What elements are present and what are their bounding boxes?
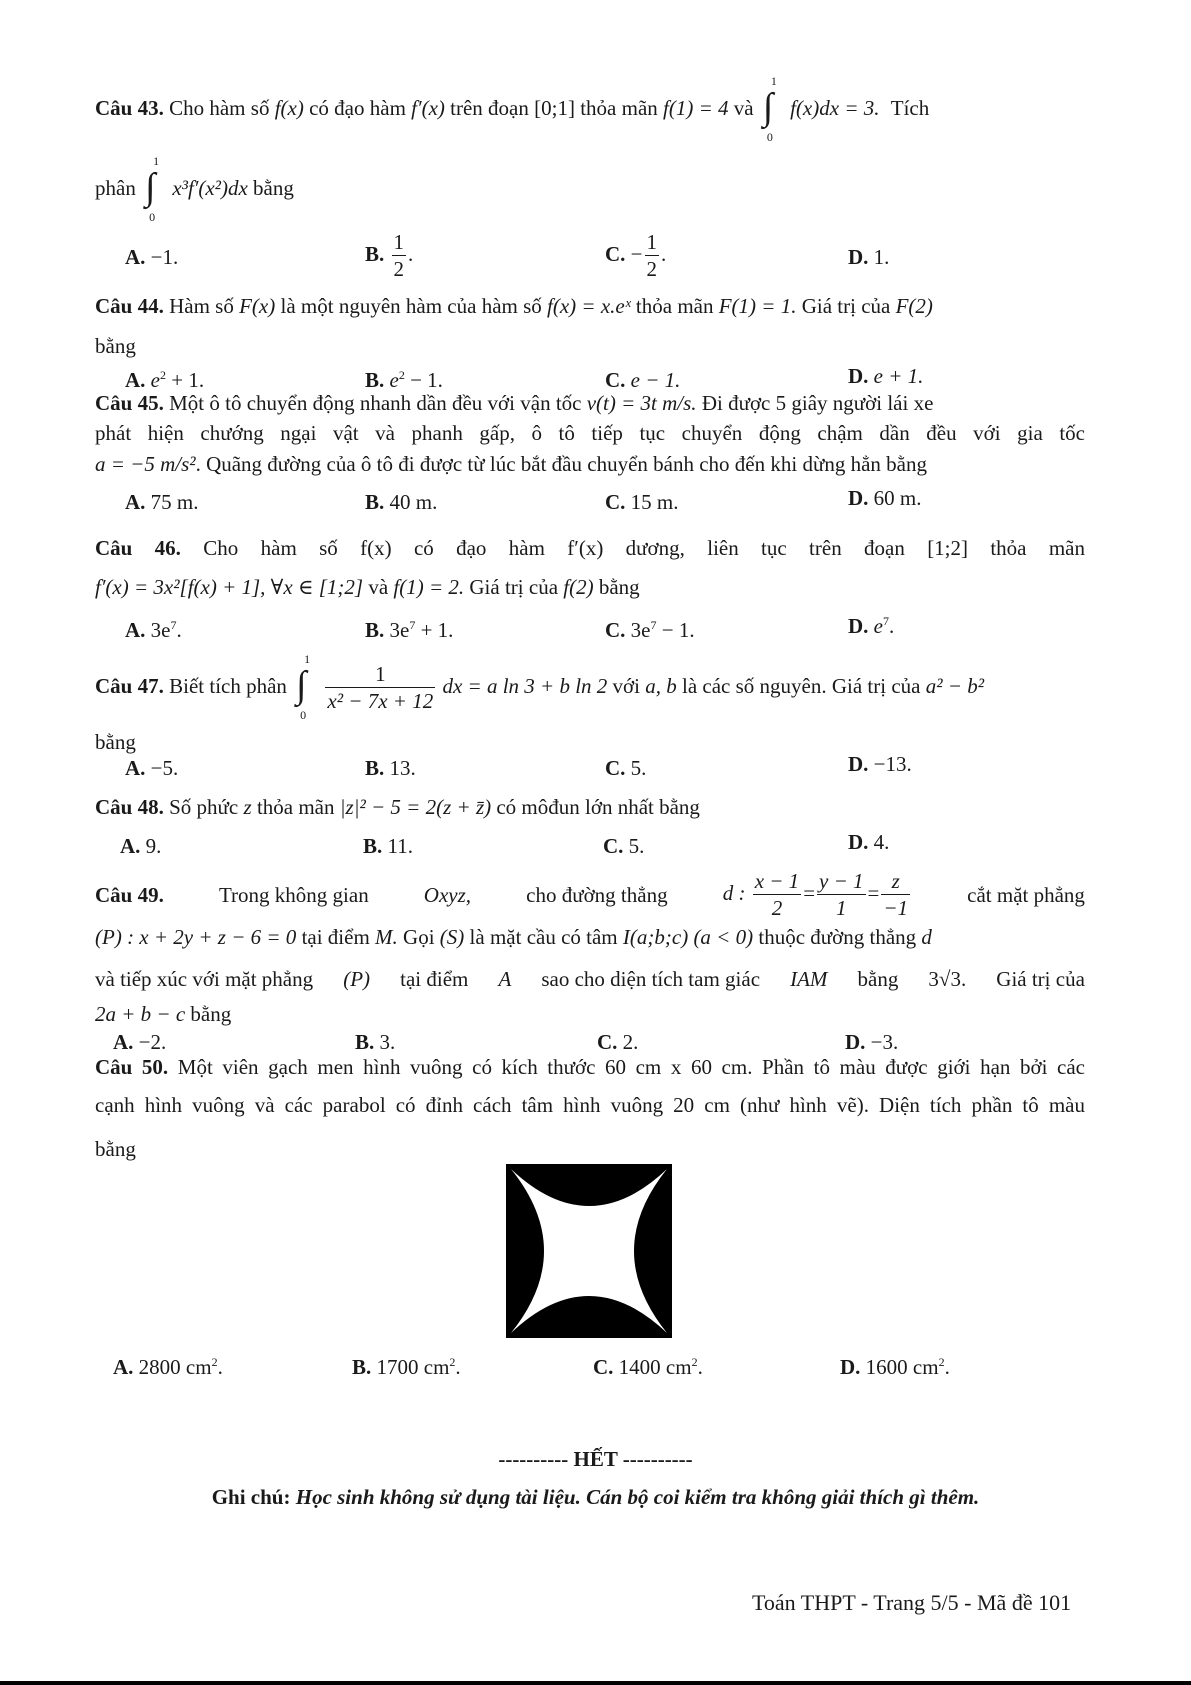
answer-option-c[interactable] [605,756,646,781]
question-text: bằng [95,334,136,358]
question-46 [95,536,1085,561]
question-text: Giá trị của [469,575,559,599]
answer-option-b[interactable] [365,232,413,280]
answer-option-c[interactable] [605,490,679,515]
question-text: với [612,673,640,698]
exponent: 7 [409,618,416,632]
integral-lower: 0 [766,130,773,144]
math: f(1) = 2. [393,575,465,599]
math: F(2) [895,294,933,318]
option-value: + 1. [166,368,205,392]
integral-sign: ∫ 1 0 [296,652,311,722]
question-label: Câu 50. [95,1055,169,1079]
answer-option-b[interactable] [363,834,413,859]
question-text: bằng [190,1002,232,1026]
option-value: . [176,618,182,642]
option-letter: A. [125,618,146,642]
question-label: Câu 48. [95,795,164,819]
answer-option-a[interactable] [113,1030,166,1055]
math: f(1) = 4 [663,95,729,120]
question-50 [95,1055,1085,1080]
question-text: sao cho diện tích tam giác [541,967,761,991]
question-45 [95,391,933,416]
question-text: bằng [95,730,136,754]
answer-option-d[interactable] [845,1030,898,1055]
math: |z|² − 5 = 2(z + z̄) [339,795,492,819]
option-value: . [455,1355,461,1379]
question-label: Câu 44. [95,294,164,318]
option-letter: D. [848,486,869,510]
math: I(a;b;c) (a < 0) [622,925,754,949]
option-value: − 1. [656,618,695,642]
question-text: Cho hàm số [169,95,270,120]
question-text: Một viên gạch men hình vuông có kích thước 60 cm x 60 cm. Phần tô màu được giới hạn bởi các [177,1055,1085,1079]
answer-option-d[interactable] [848,830,889,855]
math: d : [722,880,746,905]
question-text: Hàm số [169,294,234,318]
answer-option-c[interactable] [605,232,666,280]
option-letter: D. [840,1355,861,1379]
option-value: 2800 cm [138,1355,212,1379]
question-text: Trong không gian [218,882,369,907]
option-value: 3e [389,618,410,642]
option-value: 11. [387,834,413,858]
math: d [921,925,932,949]
option-letter: D. [848,830,869,854]
question-text: . Quãng đường của ô tô đi được từ lúc bắt đầu chuyển bánh cho đến khi dừng hẳn bằng [195,452,927,476]
option-value: −3. [870,1030,899,1054]
answer-option-a[interactable] [125,245,178,270]
question-label: Câu 43. [95,95,164,120]
answer-option-b[interactable] [365,490,437,515]
question-text: và tiếp xúc với mặt phẳng [95,967,314,991]
option-letter: B. [365,368,385,392]
math: 2a + b − c [95,1002,186,1026]
question-text: bằng [253,175,294,200]
answer-option-a[interactable] [125,756,178,781]
math: v(t) = 3t m/s. [586,391,697,415]
option-value: e [389,368,399,392]
fraction-den: x² − 7x + 12 [327,689,434,713]
integral-upper: 1 [153,154,160,168]
option-letter: C. [605,618,626,642]
question-text: cắt mặt phẳng [967,882,1085,907]
option-value: 9. [145,834,162,858]
fraction-den: 2 [646,257,658,281]
answer-option-b[interactable] [365,756,416,781]
answer-option-a[interactable] [125,368,204,393]
answer-option-b[interactable] [365,368,443,393]
answer-option-a[interactable] [120,834,161,859]
question-text: Số phức [169,795,239,819]
answer-option-a[interactable] [125,490,199,515]
answer-option-a[interactable] [113,1355,223,1380]
question-47 [95,652,985,722]
question-text: và [368,575,389,599]
question-50-line3 [95,1137,136,1162]
integral-sign: ∫ 1 0 [145,154,160,224]
question-label: Câu 45. [95,391,164,415]
math: A [498,967,512,991]
question-50-line2 [95,1093,1085,1118]
option-value: 5. [630,756,647,780]
fraction [645,232,660,280]
answer-option-d[interactable] [848,364,923,389]
question-text: trên đoạn [450,95,529,120]
question-43-line2 [95,154,294,224]
exponent: 2 [938,1355,945,1369]
bottom-border [0,1681,1191,1685]
option-value: e [873,614,883,638]
option-value: e + 1. [873,364,924,388]
question-text: thuộc đường thẳng [758,925,917,949]
fraction-den: −1 [883,896,909,920]
option-value: e − 1. [630,368,681,392]
math: (P) [343,967,371,991]
math: (S) [439,925,465,949]
option-letter: B. [365,490,385,514]
option-value: . [889,614,895,638]
question-text: phát hiện chướng ngại vật và phanh gấp, ô tô tiếp tục chuyển động chậm dần đều với gia tốc [95,421,1085,445]
option-letter: B. [355,1030,375,1054]
math: F(1) = 1. [718,294,797,318]
exponent: 2 [449,1355,456,1369]
math: M. [375,925,398,949]
question-text: bằng [598,575,640,599]
option-value: −13. [873,752,912,776]
question-text: bằng [857,967,899,991]
question-text: thỏa mãn [580,95,658,120]
question-text: là các số nguyên. Giá trị của [682,673,921,698]
fraction [325,664,435,712]
answer-option-c[interactable] [593,1355,703,1380]
option-suffix: . [408,241,414,266]
question-text: bằng [95,1137,136,1161]
fraction [392,232,407,280]
answer-option-b[interactable] [365,618,453,643]
option-value: −2. [138,1030,167,1054]
math: [0;1] [534,95,575,120]
option-letter: A. [113,1355,134,1379]
answer-option-c[interactable] [605,618,695,643]
exponent: 2 [398,368,405,382]
option-value: 1700 cm [376,1355,450,1379]
fraction-num: 1 [325,664,435,688]
option-value: 1400 cm [618,1355,692,1379]
fraction-den: 2 [771,896,783,920]
fraction [881,871,910,919]
integral-lower: 0 [149,210,156,224]
question-text: phân [95,175,136,200]
integral-upper: 1 [304,652,311,666]
fraction [817,871,866,919]
exponent: 7 [883,614,889,628]
option-suffix: . [661,241,667,266]
math: dx = a ln 3 + b ln 2 [442,673,608,698]
math: a = −5 m/s² [95,452,196,476]
math: a² − b² [925,673,985,698]
math: f′(x) = 3x²[f(x) + 1], ∀x ∈ [1;2] [95,575,364,599]
option-value: 3e [630,618,651,642]
option-letter: D. [848,614,869,638]
answer-option-d[interactable] [848,614,894,639]
math: a, b [645,673,677,698]
note-text: Học sinh không sử dụng tài liệu. Cán bộ coi kiểm tra không giải thích gì thêm. [295,1485,980,1509]
integral-upper: 1 [770,74,777,88]
option-value: 60 m. [873,486,922,510]
end-marker: ---------- HẾT ---------- [498,1447,693,1471]
question-label: Câu 47. [95,673,164,698]
question-text: tại điểm [400,967,469,991]
answer-option-c[interactable] [597,1030,638,1055]
question-45-line3 [95,452,927,477]
exponent: 7 [170,618,177,632]
fraction-num: y − 1 [819,869,864,893]
math: F(x) [239,294,276,318]
answer-option-b[interactable] [355,1030,395,1055]
option-value: 15 m. [630,490,679,514]
answer-option-c[interactable] [603,834,644,859]
question-text: Một ô tô chuyển động nhanh dần đều với vận tốc [169,391,582,415]
note [0,1485,1191,1510]
question-label: Câu 49. [95,882,164,907]
option-letter: C. [605,756,626,780]
fraction-num: x − 1 [754,869,800,893]
option-letter: B. [365,756,385,780]
option-letter: D. [848,364,869,388]
fraction-den: 2 [393,257,405,281]
integral-lower: 0 [300,708,307,722]
option-letter: D. [848,245,869,269]
option-value: + 1. [415,618,454,642]
question-text: Cho hàm số f(x) có đạo hàm f′(x) dương, liên tục trên đoạn [1;2] thỏa mãn [203,536,1085,560]
option-letter: C. [593,1355,614,1379]
question-49-line3 [95,967,1085,992]
option-letter: C. [597,1030,618,1054]
tile-figure [505,1163,673,1339]
note-label: Ghi chú: [211,1485,291,1509]
option-value: 1. [873,245,890,269]
question-text: thỏa mãn [256,795,335,819]
exponent: 2 [160,368,166,382]
question-46-line2 [95,575,640,600]
option-value: 75 m. [150,490,199,514]
question-text: thỏa mãn [635,294,714,318]
option-letter: D. [845,1030,866,1054]
question-text: Giá trị của [801,294,891,318]
fraction [753,871,802,919]
exponent: 2 [691,1355,698,1369]
answer-option-d[interactable] [848,752,912,777]
option-letter: D. [848,752,869,776]
page-footer: Toán THPT - Trang 5/5 - Mã đề 101 [752,1590,1072,1615]
math: x³f′(x²)dx [172,175,248,200]
option-letter: A. [113,1030,134,1054]
fraction-num: z [881,871,910,895]
fraction-num: 1 [393,230,405,254]
question-text: cho đường thẳng [526,882,668,907]
option-value: − 1. [404,368,443,392]
answer-option-b[interactable] [352,1355,461,1380]
option-value: −1. [150,245,179,269]
question-text: Biết tích phân [169,673,287,698]
math: f(x)dx = 3. [790,95,880,120]
answer-option-d[interactable] [848,486,922,511]
question-49-line2 [95,925,932,950]
option-letter: B. [365,618,385,642]
option-letter: A. [120,834,141,858]
answer-option-d[interactable] [848,245,889,270]
option-letter: A. [125,368,146,392]
option-value: 1600 cm [865,1355,939,1379]
option-value: 3. [379,1030,396,1054]
option-letter: C. [605,490,626,514]
option-value: 5. [628,834,645,858]
option-value: . [944,1355,950,1379]
math: f′(x) [411,95,445,120]
math: Oxyz, [423,882,472,907]
question-text: là một nguyên hàm của hàm số [280,294,542,318]
question-43 [95,74,930,144]
option-letter: C. [605,368,626,392]
question-49 [95,871,1085,919]
question-label: Câu 46. [95,536,181,560]
option-letter: B. [352,1355,372,1379]
question-text: là mặt cầu có tâm [469,925,618,949]
option-value: . [697,1355,703,1379]
option-letter: C. [605,241,626,266]
fraction-num: 1 [646,230,658,254]
option-value: 3e [150,618,171,642]
question-text: Giá trị của [996,967,1085,991]
question-text: cạnh hình vuông và các parabol có đỉnh cách tâm hình vuông 20 cm (như hình vẽ). Diện tích phần tô màu [95,1093,1085,1117]
option-letter: A. [125,245,146,269]
option-prefix: − [630,241,643,266]
question-44-line2 [95,334,136,359]
question-text: tại điểm [301,925,370,949]
option-letter: C. [603,834,624,858]
math: f(x) [274,95,304,120]
option-letter: A. [125,490,146,514]
question-text: có đạo hàm [309,95,406,120]
question-text: có môđun lớn nhất bằng [496,795,700,819]
option-value: 40 m. [389,490,438,514]
exponent: 7 [650,618,657,632]
math: 3√3. [928,967,967,991]
option-value: e [150,368,160,392]
option-letter: B. [363,834,383,858]
line-equation: d : $\frac{x - 1}{2}$ = $\frac{y - 1}{1}$ = $\frac{z}{-1}$ [722,869,909,920]
integral-sign: ∫ 1 0 [762,74,777,144]
option-value: 4. [873,830,890,854]
math: (P) : x + 2y + z − 6 = 0 [95,925,297,949]
math: f(x) = x.eˣ [547,294,631,318]
exponent: 2 [211,1355,218,1369]
math: f(2) [563,575,594,599]
option-letter: A. [125,756,146,780]
math: z [243,795,252,819]
fraction-den: 1 [836,896,847,920]
question-48 [95,795,700,820]
option-letter: B. [365,241,385,266]
question-text: Gọi [403,925,435,949]
question-49-line4 [95,1002,231,1027]
option-value: −5. [150,756,179,780]
answer-option-a[interactable] [125,618,182,643]
answer-option-d[interactable] [840,1355,950,1380]
question-47-line2 [95,730,136,755]
option-value: . [217,1355,223,1379]
option-value: 2. [622,1030,639,1054]
option-value: 13. [389,756,416,780]
math: IAM [790,967,828,991]
question-44 [95,294,933,319]
question-text: Tích [890,95,930,120]
question-text: và [733,95,754,120]
question-45-line2 [95,421,1085,446]
question-text: Đi được 5 giây người lái xe [701,391,934,415]
answer-option-c[interactable] [605,368,680,393]
